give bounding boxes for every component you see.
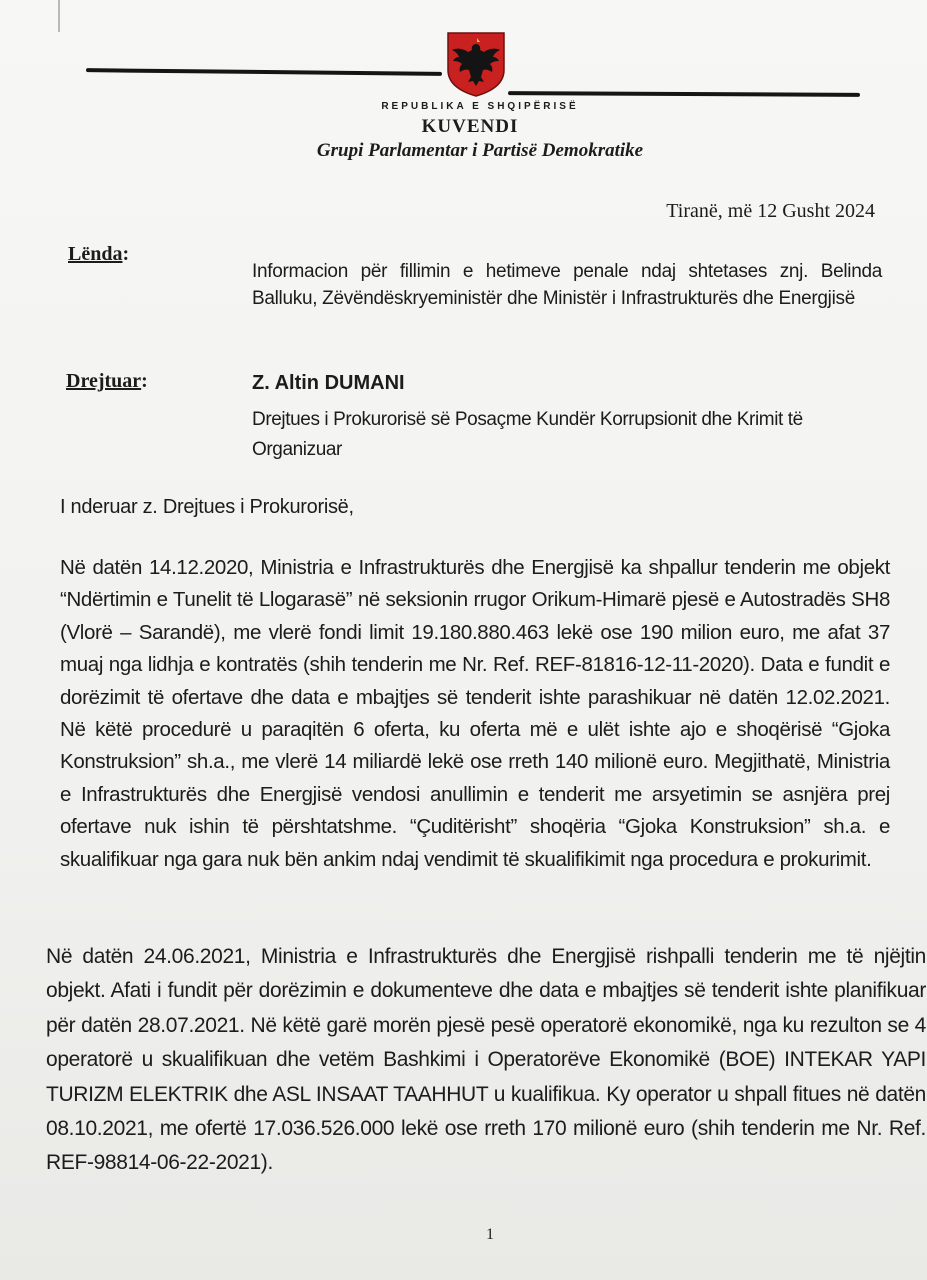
parliamentary-group-header: Grupi Parlamentar i Partisë Demokratike: [316, 140, 644, 161]
date-line: Tiranë, më 12 Gusht 2024: [666, 200, 875, 222]
subject-text: Informacion për fillimin e hetimeve penale ndaj shtetases znj. Belinda Balluku, Zëvëndëskryeministër dhe Ministër i Infrastrukturës dhe Energjisë: [252, 261, 882, 309]
paragraph-2: Në datën 24.06.2021, Ministria e Infrastrukturës dhe Energjisë rishpalli tenderin me të njëjtin objekt. Afati i fundit për dorëzimin e dokumenteve dhe data e mbajtjes së tenderit ishte planifikuar për datën 28.07.2021. Në këtë garë morën pjesë pesë operatorë ekonomikë, nga ku rezulton se 4 operatorë u skualifikuan dhe vetëm Bashkimi i Operatorëve Ekonomikë (BOE) INTEKAR YAPI TURIZM ELEKTRIK dhe ASL INSAAT TAAHHUT u kualifikua. Ky operator u shpall fitues në datën 08.10.2021, me ofertë 17.036.526.000 lekë ose rreth 170 milionë euro (shih tenderin me Nr. Ref. REF-98814-06-22-2021).: [46, 945, 926, 1175]
addressee-label: Drejtuar:: [66, 370, 148, 392]
greeting: I nderuar z. Drejtues i Prokurorisë,: [60, 496, 354, 518]
subject-label-text: Lënda: [68, 243, 123, 265]
albanian-eagle-emblem-icon: [444, 30, 508, 98]
paragraph-1: Në datën 14.12.2020, Ministria e Infrastrukturës dhe Energjisë ka shpallur tenderin me objekt “Ndërtimin e Tunelit të Llogarasë” në seksionin rrugor Orikum-Himarë pjesë e Autostradës SH8 (Vlorë – Sarandë), me vlerë fondi limit 19.180.880.463 lekë ose 190 milion euro, me afat 37 muaj nga lidhja e kontratës (shih tenderin me Nr. Ref. REF-81816-12-11-2020). Data e fundit e dorëzimit të ofertave dhe data e mbajtjes së tenderit ishte parashikuar në datën 12.02.2021. Në këtë procedurë u paraqitën 6 oferta, ku oferta më e ulët ishte ajo e shoqërisë “Gjoka Konstruksion” sh.a., me vlerë 14 miliardë lekë ose rreth 140 milionë euro. Megjithatë, Ministria e Infrastrukturës dhe Energjisë vendosi anullimin e tenderit me arsyetimin se asnjëra prej ofertave nuk ishin të përshtatshme. “Çuditërisht” shoqëria “Gjoka Konstruksion” sh.a. e skualifikuar nga gara nuk bën ankim ndaj vendimit të skualifikimit nga procedura e prokurimit.: [60, 556, 890, 871]
page-number: 1: [486, 1226, 494, 1243]
assembly-header: KUVENDI: [421, 116, 519, 137]
addressee-label-text: Drejtuar: [66, 370, 142, 392]
republic-header: REPUBLIKA E SHQIPËRISË: [381, 101, 579, 112]
header-rule-right: [508, 91, 860, 97]
subject-label: Lënda:: [68, 243, 130, 265]
header-rule-left: [86, 68, 442, 76]
addressee-role: Drejtues i Prokurorisë së Posaçme Kundër Korrupsionit dhe Krimit të Organizuar: [252, 409, 803, 460]
fold-mark: [58, 0, 60, 32]
addressee-name: Z. Altin DUMANI: [252, 372, 405, 394]
